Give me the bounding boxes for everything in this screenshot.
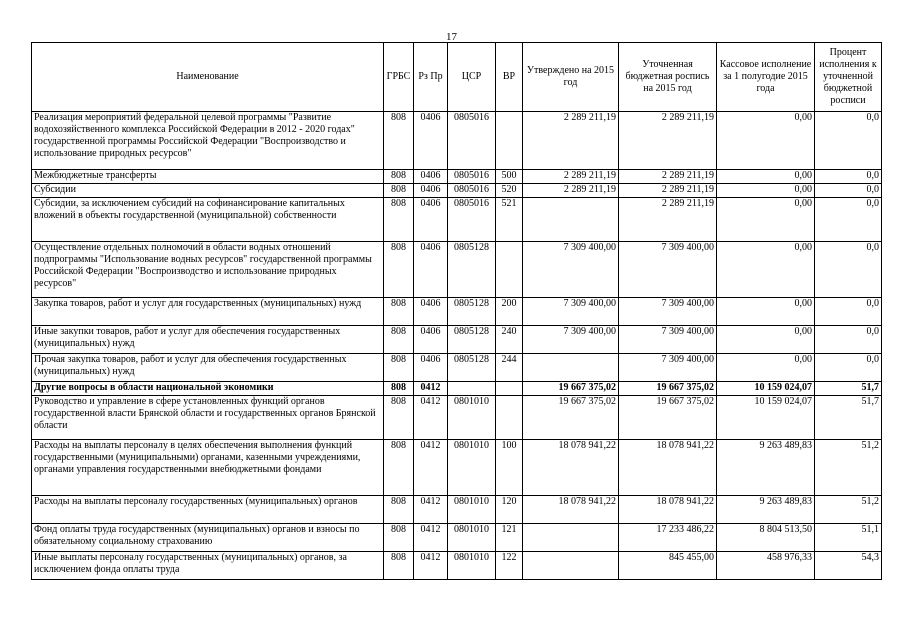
row-grbs-cell: 808	[384, 112, 414, 170]
row-vr-cell	[496, 396, 523, 440]
table-row	[32, 184, 882, 198]
row-name-cell: Межбюджетные трансферты	[32, 170, 384, 184]
row-csr-cell	[448, 382, 496, 396]
row-rzpr-cell: 0412	[414, 552, 448, 580]
row-csr-cell: 0801010	[448, 552, 496, 580]
row-vr-cell: 521	[496, 198, 523, 242]
row-refined-cell: 19 667 375,02	[619, 382, 717, 396]
row-rzpr-cell: 0406	[414, 354, 448, 382]
row-percent-cell: 0,0	[815, 298, 882, 326]
row-cash-cell: 10 159 024,07	[717, 396, 815, 440]
row-cash-cell: 10 159 024,07	[717, 382, 815, 396]
row-rzpr-cell: 0412	[414, 524, 448, 552]
row-percent-cell: 0,0	[815, 170, 882, 184]
page-number: 17	[446, 31, 457, 43]
row-approved-cell: 2 289 211,19	[523, 184, 619, 198]
row-refined-cell: 17 233 486,22	[619, 524, 717, 552]
row-grbs-cell: 808	[384, 396, 414, 440]
row-grbs-cell: 808	[384, 170, 414, 184]
row-cash-cell: 458 976,33	[717, 552, 815, 580]
row-refined-cell: 2 289 211,19	[619, 184, 717, 198]
row-name-cell: Фонд оплаты труда государственных (муниципальных) органов и взносы по обязательному социальному страхованию	[32, 524, 384, 552]
row-grbs-cell: 808	[384, 298, 414, 326]
header-grbs: ГРБС	[384, 43, 414, 112]
table-row	[32, 396, 882, 440]
row-refined-cell: 2 289 211,19	[619, 112, 717, 170]
row-csr-cell: 0805128	[448, 354, 496, 382]
row-percent-cell: 0,0	[815, 354, 882, 382]
row-percent-cell: 51,1	[815, 524, 882, 552]
row-csr-cell: 0805016	[448, 184, 496, 198]
row-name-cell: Руководство и управление в сфере установленных функций органов государственной власти Брянской области и государственных органов Брянской области	[32, 396, 384, 440]
row-refined-cell: 7 309 400,00	[619, 298, 717, 326]
row-grbs-cell: 808	[384, 440, 414, 496]
row-approved-cell: 2 289 211,19	[523, 170, 619, 184]
row-grbs-cell: 808	[384, 354, 414, 382]
row-csr-cell: 0805128	[448, 242, 496, 298]
row-cash-cell: 0,00	[717, 326, 815, 354]
header-percent: Процент исполнения к уточненной бюджетной росписи	[815, 43, 882, 112]
row-refined-cell: 2 289 211,19	[619, 170, 717, 184]
header-name: Наименование	[32, 43, 384, 112]
row-refined-cell: 19 667 375,02	[619, 396, 717, 440]
header-cash: Кассовое исполнение за 1 полугодие 2015 года	[717, 43, 815, 112]
table-row	[32, 496, 882, 524]
row-percent-cell: 0,0	[815, 184, 882, 198]
row-refined-cell: 18 078 941,22	[619, 496, 717, 524]
row-percent-cell: 51,2	[815, 440, 882, 496]
row-vr-cell: 100	[496, 440, 523, 496]
row-approved-cell: 19 667 375,02	[523, 382, 619, 396]
row-cash-cell: 0,00	[717, 184, 815, 198]
header-approved: Утверждено на 2015 год	[523, 43, 619, 112]
table-row	[32, 552, 882, 580]
row-vr-cell: 120	[496, 496, 523, 524]
row-refined-cell: 845 455,00	[619, 552, 717, 580]
row-csr-cell: 0805016	[448, 198, 496, 242]
row-rzpr-cell: 0406	[414, 198, 448, 242]
row-vr-cell	[496, 382, 523, 396]
row-refined-cell: 7 309 400,00	[619, 242, 717, 298]
row-csr-cell: 0805128	[448, 326, 496, 354]
row-name-cell: Иные закупки товаров, работ и услуг для обеспечения государственных (муниципальных) нужд	[32, 326, 384, 354]
row-vr-cell: 240	[496, 326, 523, 354]
row-name-cell: Закупка товаров, работ и услуг для государственных (муниципальных) нужд	[32, 298, 384, 326]
row-name-cell: Прочая закупка товаров, работ и услуг для обеспечения государственных (муниципальных) нужд	[32, 354, 384, 382]
header-rzpr: Рз Пр	[414, 43, 448, 112]
row-cash-cell: 0,00	[717, 170, 815, 184]
row-vr-cell: 500	[496, 170, 523, 184]
row-refined-cell: 2 289 211,19	[619, 198, 717, 242]
row-approved-cell: 7 309 400,00	[523, 326, 619, 354]
table-row	[32, 242, 882, 298]
row-rzpr-cell: 0412	[414, 496, 448, 524]
row-rzpr-cell: 0406	[414, 184, 448, 198]
table-row	[32, 382, 882, 396]
row-rzpr-cell: 0406	[414, 170, 448, 184]
row-name-cell: Другие вопросы в области национальной экономики	[32, 382, 384, 396]
row-approved-cell	[523, 552, 619, 580]
row-name-cell: Субсидии, за исключением субсидий на софинансирование капитальных вложений в объекты государственной (муниципальной) собственности	[32, 198, 384, 242]
row-rzpr-cell: 0412	[414, 396, 448, 440]
row-percent-cell: 0,0	[815, 112, 882, 170]
row-grbs-cell: 808	[384, 326, 414, 354]
row-approved-cell: 19 667 375,02	[523, 396, 619, 440]
row-refined-cell: 7 309 400,00	[619, 354, 717, 382]
row-approved-cell: 2 289 211,19	[523, 112, 619, 170]
row-csr-cell: 0805128	[448, 298, 496, 326]
row-grbs-cell: 808	[384, 382, 414, 396]
row-cash-cell: 9 263 489,83	[717, 496, 815, 524]
row-vr-cell: 244	[496, 354, 523, 382]
row-grbs-cell: 808	[384, 496, 414, 524]
row-cash-cell: 9 263 489,83	[717, 440, 815, 496]
row-cash-cell: 0,00	[717, 298, 815, 326]
row-percent-cell: 51,7	[815, 396, 882, 440]
row-approved-cell	[523, 198, 619, 242]
header-refined: Уточненная бюджетная роспись на 2015 год	[619, 43, 717, 112]
header-csr: ЦСР	[448, 43, 496, 112]
row-name-cell: Иные выплаты персоналу государственных (муниципальных) органов, за исключением фонда оплаты труда	[32, 552, 384, 580]
row-rzpr-cell: 0406	[414, 242, 448, 298]
row-csr-cell: 0801010	[448, 496, 496, 524]
row-approved-cell: 18 078 941,22	[523, 496, 619, 524]
row-rzpr-cell: 0412	[414, 440, 448, 496]
table-row	[32, 440, 882, 496]
row-approved-cell	[523, 354, 619, 382]
row-csr-cell: 0801010	[448, 524, 496, 552]
row-grbs-cell: 808	[384, 242, 414, 298]
table-row	[32, 354, 882, 382]
row-vr-cell: 200	[496, 298, 523, 326]
row-vr-cell: 122	[496, 552, 523, 580]
row-vr-cell	[496, 112, 523, 170]
row-approved-cell: 18 078 941,22	[523, 440, 619, 496]
row-rzpr-cell: 0406	[414, 298, 448, 326]
budget-execution-table	[31, 42, 882, 580]
table-row	[32, 298, 882, 326]
row-vr-cell: 520	[496, 184, 523, 198]
table-row	[32, 112, 882, 170]
row-name-cell: Осуществление отдельных полномочий в области водных отношений подпрограммы "Использование водных ресурсов" государственной программы Российской Федерации "Воспроизводство и использование природных ресурсов"	[32, 242, 384, 298]
row-csr-cell: 0805016	[448, 170, 496, 184]
row-grbs-cell: 808	[384, 524, 414, 552]
row-percent-cell: 51,7	[815, 382, 882, 396]
row-name-cell: Расходы на выплаты персоналу в целях обеспечения выполнения функций государственными (муниципальными) органами, казенными учреждениями, органами управления государственными внебюджетными фондами	[32, 440, 384, 496]
header-row	[32, 43, 882, 112]
row-cash-cell: 8 804 513,50	[717, 524, 815, 552]
row-percent-cell: 54,3	[815, 552, 882, 580]
row-percent-cell: 0,0	[815, 242, 882, 298]
row-grbs-cell: 808	[384, 198, 414, 242]
row-name-cell: Субсидии	[32, 184, 384, 198]
row-cash-cell: 0,00	[717, 354, 815, 382]
table-row	[32, 326, 882, 354]
row-cash-cell: 0,00	[717, 112, 815, 170]
row-vr-cell: 121	[496, 524, 523, 552]
row-percent-cell: 0,0	[815, 326, 882, 354]
table-row	[32, 170, 882, 184]
row-approved-cell: 7 309 400,00	[523, 242, 619, 298]
row-grbs-cell: 808	[384, 184, 414, 198]
row-csr-cell: 0805016	[448, 112, 496, 170]
row-grbs-cell: 808	[384, 552, 414, 580]
row-refined-cell: 18 078 941,22	[619, 440, 717, 496]
table-row	[32, 198, 882, 242]
row-refined-cell: 7 309 400,00	[619, 326, 717, 354]
row-percent-cell: 51,2	[815, 496, 882, 524]
row-approved-cell: 7 309 400,00	[523, 298, 619, 326]
row-rzpr-cell: 0406	[414, 112, 448, 170]
row-cash-cell: 0,00	[717, 242, 815, 298]
row-percent-cell: 0,0	[815, 198, 882, 242]
row-rzpr-cell: 0406	[414, 326, 448, 354]
row-csr-cell: 0801010	[448, 440, 496, 496]
row-rzpr-cell: 0412	[414, 382, 448, 396]
row-vr-cell	[496, 242, 523, 298]
table-row	[32, 524, 882, 552]
row-name-cell: Расходы на выплаты персоналу государственных (муниципальных) органов	[32, 496, 384, 524]
header-vr: ВР	[496, 43, 523, 112]
row-csr-cell: 0801010	[448, 396, 496, 440]
row-cash-cell: 0,00	[717, 198, 815, 242]
row-name-cell: Реализация мероприятий федеральной целевой программы "Развитие водохозяйственного комплекса Российской Федерации в 2012 - 2020 годах" государственной программы Российской Федерации "Воспроизводство и использование природных ресурсов"	[32, 112, 384, 170]
row-approved-cell	[523, 524, 619, 552]
